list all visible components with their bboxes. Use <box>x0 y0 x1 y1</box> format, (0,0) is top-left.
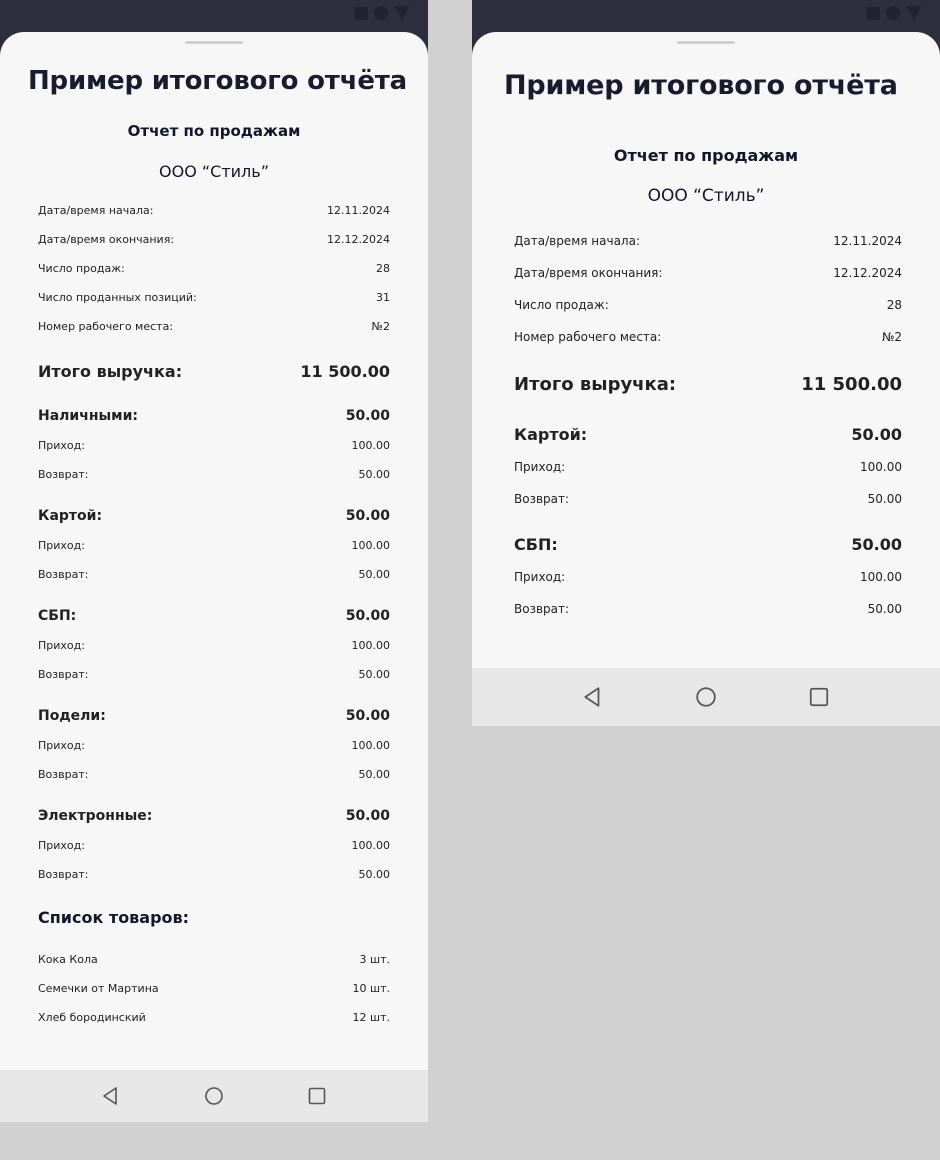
product-qty: 3 шт. <box>359 953 390 966</box>
refund-label: Возврат: <box>38 768 89 781</box>
section-label: СБП: <box>514 535 558 554</box>
refund-label: Возврат: <box>514 492 570 506</box>
info-row-end-date <box>514 266 902 280</box>
refund-row <box>514 492 902 506</box>
refund-row <box>38 468 390 481</box>
refund-label: Возврат: <box>38 668 89 681</box>
total-value: 11 500.00 <box>300 362 390 381</box>
info-value: 12.11.2024 <box>833 234 902 248</box>
info-row-sales-count <box>38 262 390 275</box>
refund-row <box>38 568 390 581</box>
page-title: Пример итогового отчёта <box>504 70 898 101</box>
income-value: 100.00 <box>351 439 390 452</box>
info-row-workplace <box>38 320 390 333</box>
report-title: Отчет по продажам <box>127 122 301 140</box>
home-circle-icon <box>204 1086 224 1106</box>
section-label: Картой: <box>514 425 588 444</box>
back-button[interactable] <box>96 1081 126 1111</box>
wifi-icon <box>906 6 922 20</box>
info-row-end-date <box>38 233 390 246</box>
info-label: Число продаж: <box>514 298 609 312</box>
income-value: 100.00 <box>351 539 390 552</box>
payment-section-title <box>38 808 390 824</box>
product-qty: 12 шт. <box>352 1011 390 1024</box>
refund-value: 50.00 <box>358 868 390 881</box>
back-button[interactable] <box>578 682 608 712</box>
signal-icon <box>886 6 900 20</box>
payment-section-title <box>514 535 902 554</box>
section-label: Подели: <box>38 708 106 724</box>
refund-value: 50.00 <box>358 768 390 781</box>
income-row <box>38 639 390 652</box>
income-row <box>514 570 902 584</box>
info-row-sales-count <box>514 298 902 312</box>
info-value: 28 <box>886 298 902 312</box>
phone-screen-left <box>0 0 428 1122</box>
payment-section-title <box>514 425 902 444</box>
refund-row <box>38 868 390 881</box>
income-label: Приход: <box>38 439 85 452</box>
info-label: Число продаж: <box>38 262 125 275</box>
recents-square-icon <box>307 1086 327 1106</box>
back-triangle-icon <box>101 1086 121 1106</box>
report-sheet <box>472 32 940 668</box>
sheet-grabber[interactable] <box>185 41 243 44</box>
products-list-title: Список товаров: <box>38 908 190 927</box>
info-value: №2 <box>371 320 390 333</box>
refund-value: 50.00 <box>358 568 390 581</box>
signal-icon <box>374 6 388 20</box>
recents-button[interactable] <box>302 1081 332 1111</box>
info-label: Номер рабочего места: <box>514 330 662 344</box>
income-row <box>38 839 390 852</box>
income-label: Приход: <box>38 539 85 552</box>
back-triangle-icon <box>582 686 604 708</box>
income-row <box>38 739 390 752</box>
report-sheet <box>0 32 428 1070</box>
income-label: Приход: <box>514 460 566 474</box>
income-label: Приход: <box>38 639 85 652</box>
home-circle-icon <box>695 686 717 708</box>
income-label: Приход: <box>38 839 85 852</box>
payment-section-title <box>38 708 390 724</box>
product-qty: 10 шт. <box>352 982 390 995</box>
notification-icon <box>355 7 368 20</box>
wifi-icon <box>394 6 410 20</box>
refund-value: 50.00 <box>358 668 390 681</box>
refund-row <box>38 768 390 781</box>
status-bar <box>472 0 940 34</box>
income-label: Приход: <box>38 739 85 752</box>
info-row-start-date <box>514 234 902 248</box>
income-value: 100.00 <box>351 839 390 852</box>
info-value: 12.12.2024 <box>327 233 390 246</box>
refund-label: Возврат: <box>514 602 570 616</box>
info-value: 31 <box>376 291 390 304</box>
recents-square-icon <box>808 686 830 708</box>
refund-label: Возврат: <box>38 468 89 481</box>
income-row <box>38 539 390 552</box>
list-item <box>38 982 390 995</box>
status-icons <box>867 6 922 20</box>
refund-label: Возврат: <box>38 568 89 581</box>
section-label: Картой: <box>38 508 103 524</box>
company-name: ООО “Стиль” <box>647 186 765 206</box>
list-item <box>38 953 390 966</box>
system-nav-bar <box>472 668 940 726</box>
total-value: 11 500.00 <box>801 374 902 395</box>
section-amount: 50.00 <box>345 808 390 824</box>
info-label: Дата/время окончания: <box>514 266 663 280</box>
system-nav-bar <box>0 1070 428 1122</box>
section-amount: 50.00 <box>851 425 902 444</box>
section-amount: 50.00 <box>345 608 390 624</box>
sheet-grabber[interactable] <box>677 41 735 44</box>
income-value: 100.00 <box>860 570 902 584</box>
info-value: 28 <box>376 262 390 275</box>
income-value: 100.00 <box>351 639 390 652</box>
info-row-start-date <box>38 204 390 217</box>
status-bar <box>0 0 428 34</box>
total-revenue-row <box>38 362 390 381</box>
income-row <box>514 460 902 474</box>
status-icons <box>355 6 410 20</box>
total-label: Итого выручка: <box>514 374 677 395</box>
info-label: Номер рабочего места: <box>38 320 174 333</box>
info-row-workplace <box>514 330 902 344</box>
info-row-items-count <box>38 291 390 304</box>
refund-value: 50.00 <box>867 492 902 506</box>
home-button[interactable] <box>691 682 721 712</box>
refund-label: Возврат: <box>38 868 89 881</box>
section-label: СБП: <box>38 608 77 624</box>
info-label: Число проданных позиций: <box>38 291 197 304</box>
refund-row <box>514 602 902 616</box>
section-label: Наличными: <box>38 408 139 424</box>
income-label: Приход: <box>514 570 566 584</box>
income-value: 100.00 <box>860 460 902 474</box>
phone-screen-right <box>472 0 940 726</box>
payment-section-title <box>38 408 390 424</box>
page-title: Пример итогового отчёта <box>28 66 407 96</box>
income-row <box>38 439 390 452</box>
list-item <box>38 1011 390 1024</box>
section-amount: 50.00 <box>851 535 902 554</box>
refund-value: 50.00 <box>867 602 902 616</box>
report-title: Отчет по продажам <box>613 146 799 165</box>
payment-section-title <box>38 608 390 624</box>
refund-value: 50.00 <box>358 468 390 481</box>
home-button[interactable] <box>199 1081 229 1111</box>
company-name: ООО “Стиль” <box>159 162 269 181</box>
refund-row <box>38 668 390 681</box>
section-amount: 50.00 <box>345 708 390 724</box>
total-label: Итого выручка: <box>38 362 183 381</box>
product-name: Кока Кола <box>38 953 98 966</box>
product-name: Семечки от Мартина <box>38 982 159 995</box>
recents-button[interactable] <box>804 682 834 712</box>
info-label: Дата/время начала: <box>38 204 154 217</box>
info-value: №2 <box>881 330 902 344</box>
info-label: Дата/время начала: <box>514 234 640 248</box>
section-amount: 50.00 <box>345 508 390 524</box>
info-value: 12.12.2024 <box>833 266 902 280</box>
section-amount: 50.00 <box>345 408 390 424</box>
info-label: Дата/время окончания: <box>38 233 175 246</box>
info-value: 12.11.2024 <box>327 204 390 217</box>
income-value: 100.00 <box>351 739 390 752</box>
section-label: Электронные: <box>38 808 153 824</box>
total-revenue-row <box>514 374 902 395</box>
notification-icon <box>867 7 880 20</box>
payment-section-title <box>38 508 390 524</box>
product-name: Хлеб бородинский <box>38 1011 146 1024</box>
